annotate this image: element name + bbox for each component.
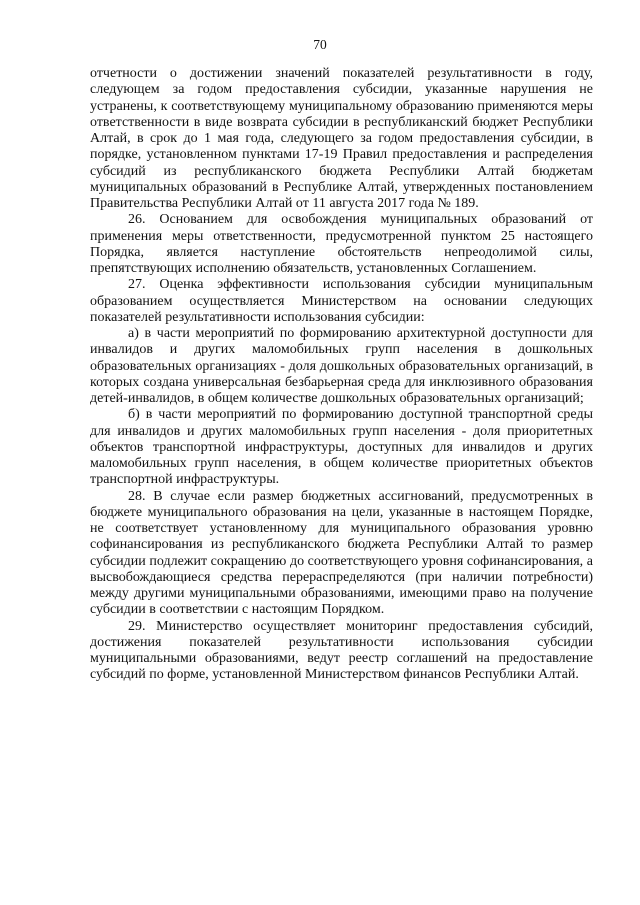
paragraph-28: 28. В случае если размер бюджетных ассигнований, предусмотренных в бюджете муниципального образования на цели, указанные в настоящем Порядке, не соответствует установленному для муниципального образования уровню софинансирования из республиканского бюджета Республики Алтай то размер субсидии подлежит сокращению до соответствующего уровня софинансирования, а высвобождающиеся средства перераспределяются (при наличии потребности) между другими муниципальными образованиями, имеющими право на получение субсидии в соответствии с настоящим Порядком. (90, 488, 593, 618)
paragraph-26: 26. Основанием для освобождения муниципальных образований от применения меры ответственности, предусмотренной пунктом 25 настоящего Порядка, является наступление обстоятельств непреодолимой силы, препятствующих исполнению обязательств, установленных Соглашением. (90, 212, 593, 276)
paragraph-27: 27. Оценка эффективности использования субсидии муниципальным образованием осуществляется Министерством на основании следующих показателей результативности использования субсидии: (90, 277, 593, 325)
paragraph-27-b: б) в части мероприятий по формированию доступной транспортной среды для инвалидов и других маломобильных групп населения - доля приоритетных объектов транспортной инфраструктуры, доступных для инвалидов и других маломобильных групп населения, в общем количестве приоритетных объектов транспортной инфраструктуры. (90, 407, 593, 488)
paragraph-continuation: отчетности о достижении значений показателей результативности в году, следующем за годом предоставления субсидии, указанные нарушения не устранены, к соответствующему муниципальному образованию применяются меры ответственности в виде возврата субсидии в республиканский бюджет Республики Алтай, в срок до 1 мая года, следующего за годом предоставления субсидии, в порядке, установленном пунктами 17-19 Правил предоставления и распределения субсидий из республиканского бюджета Республики Алтай бюджетам муниципальных образований в Республике Алтай, утвержденных постановлением Правительства Республики Алтай от 11 августа 2017 года № 189. (90, 66, 593, 211)
paragraph-29: 29. Министерство осуществляет мониторинг предоставления субсидий, достижения показателей результативности использования субсидии муниципальными образованиями, ведут реестр соглашений на предоставление субсидий по форме, установленной Министерством финансов Республики Алтай. (90, 618, 593, 683)
document-body (90, 66, 593, 684)
paragraph-27-a: а) в части мероприятий по формированию архитектурной доступности для инвалидов и других маломобильных групп населения в дошкольных образовательных организациях - доля дошкольных образовательных организаций, в которых создана универсальная безбарьерная среда для инклюзивного образования детей-инвалидов, в общем количестве дошкольных образовательных организаций; (90, 326, 593, 406)
page-number: 70 (313, 37, 327, 52)
